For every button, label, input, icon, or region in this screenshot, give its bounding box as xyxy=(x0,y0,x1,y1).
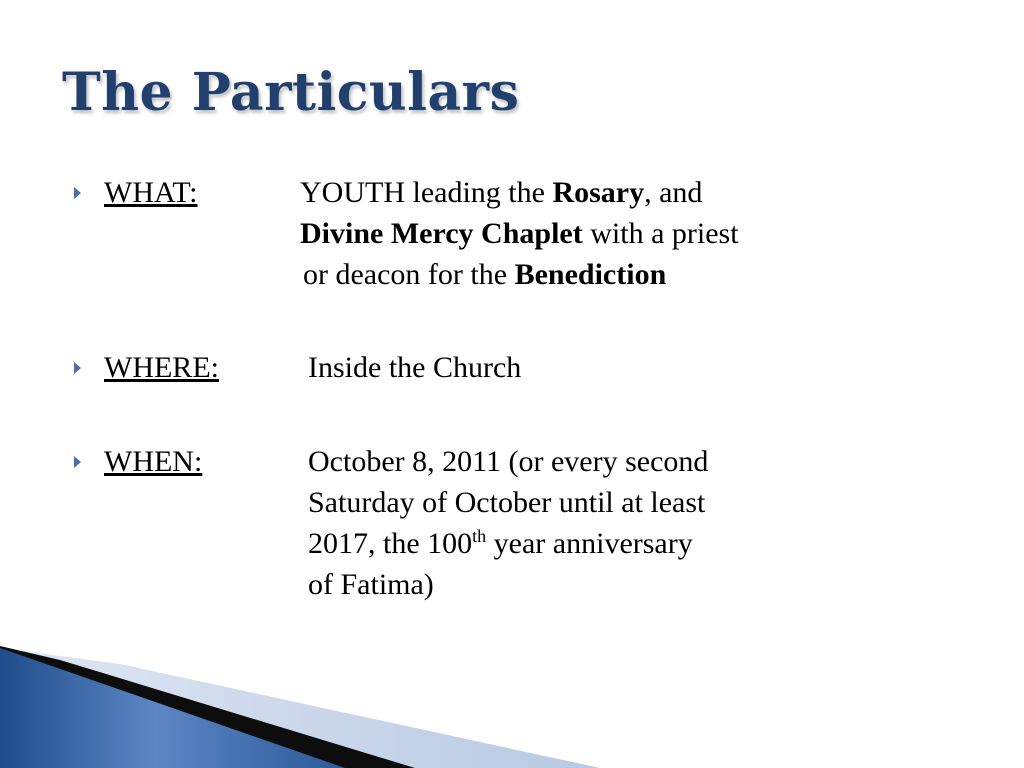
text-line: of Fatima) xyxy=(308,568,434,601)
slide-title: The Particulars xyxy=(62,62,520,123)
bullet-arrow-icon xyxy=(74,362,81,374)
text-line: Saturday of October until at least xyxy=(308,486,706,519)
bullet-arrow-icon xyxy=(74,187,81,199)
text-line: YOUTH leading the Rosary, and xyxy=(300,176,703,209)
text-line: Divine Mercy Chaplet with a priest xyxy=(300,217,739,250)
bullet-content-what xyxy=(300,172,739,295)
bullet-label-where: WHERE: xyxy=(104,351,219,384)
text-line: 2017, the 100th year anniversary xyxy=(308,526,693,560)
bullet-content-where xyxy=(308,347,521,388)
bullet-label-when: WHEN: xyxy=(104,445,203,478)
text-line: or deacon for the Benediction xyxy=(303,258,667,291)
bullet-content-when xyxy=(308,441,708,605)
bullet-label-what: WHAT: xyxy=(104,176,198,209)
bullet-arrow-icon xyxy=(74,456,81,468)
text-line: October 8, 2011 (or every second xyxy=(308,445,709,478)
text-line: Inside the Church xyxy=(308,351,522,384)
